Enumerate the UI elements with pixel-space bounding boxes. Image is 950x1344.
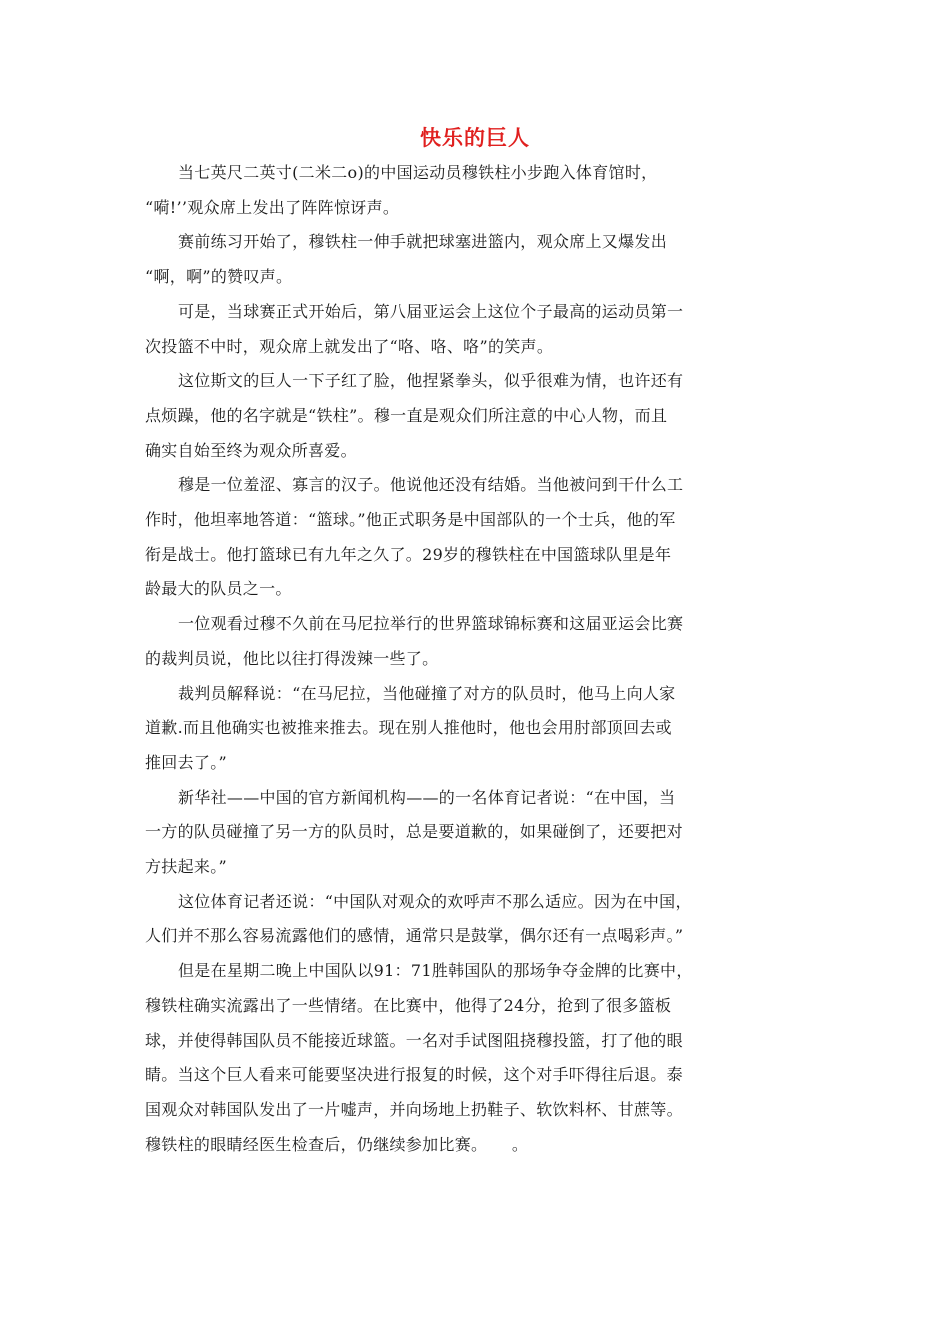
text-line: 国观众对韩国队发出了一片嘘声，并向场地上扔鞋子、软饮料杯、甘蔗等。 (145, 1100, 683, 1119)
text-line: 一位观看过穆不久前在马尼拉举行的世界篮球锦标赛和这届亚运会比赛 (178, 614, 684, 633)
text-line: 衔是战士。他打篮球已有九年之久了。29岁的穆铁柱在中国篮球队里是年 (145, 545, 672, 564)
text-line: 方扶起来。” (145, 857, 227, 876)
text-line: 球，并使得韩国队员不能接近球篮。一名对手试图阻挠穆投篮，打了他的眼 (145, 1031, 683, 1050)
text-line: 推回去了。” (145, 753, 227, 772)
text-line: 道歉.而且他确实也被推来推去。现在别人推他时，他也会用肘部顶回去或 (145, 718, 672, 737)
text-line: 作时，他坦率地答道：“篮球。”他正式职务是中国部队的一个士兵，他的军 (145, 510, 676, 529)
text-line: 这位体育记者还说：“中国队对观众的欢呼声不那么适应。因为在中国， (178, 892, 692, 911)
text-line: 点烦躁，他的名字就是“铁柱”。穆一直是观众们所注意的中心人物，而且 (145, 406, 668, 425)
text-line: 穆铁柱的眼睛经医生检查后，仍继续参加比赛。 。 (145, 1135, 529, 1154)
text-line: 当七英尺二英寸(二米二o)的中国运动员穆铁柱小步跑入体育馆时， (178, 163, 658, 182)
text-line: “啊，啊”的赞叹声。 (145, 267, 293, 286)
text-line: 新华社——中国的官方新闻机构——的一名体育记者说：“在中国，当 (178, 788, 676, 807)
document-title: 快乐的巨人 (420, 126, 530, 150)
text-line: 人们并不那么容易流露他们的感情，通常只是鼓掌，偶尔还有一点喝彩声。” (145, 926, 684, 945)
text-line: 的裁判员说，他比以往打得泼辣一些了。 (145, 649, 439, 668)
text-line: 穆铁柱确实流露出了一些情绪。在比赛中，他得了24分，抢到了很多篮板 (145, 996, 672, 1015)
text-line: 睛。当这个巨人看来可能要坚决进行报复的时候，这个对手吓得往后退。泰 (145, 1065, 683, 1084)
text-line: 穆是一位羞涩、寡言的汉子。他说他还没有结婚。当他被问到干什么工 (178, 475, 684, 494)
text-line: 这位斯文的巨人一下子红了脸，他捏紧拳头，似乎很难为情，也许还有 (178, 371, 684, 390)
text-line: 确实自始至终为观众所喜爱。 (145, 441, 357, 460)
text-line: 可是，当球赛正式开始后，第八届亚运会上这位个子最高的运动员第一 (178, 302, 684, 321)
text-line: 裁判员解释说：“在马尼拉，当他碰撞了对方的队员时，他马上向人家 (178, 684, 676, 703)
text-line: 赛前练习开始了，穆铁柱一伸手就把球塞进篮内，观众席上又爆发出 (178, 232, 668, 251)
text-line: 但是在星期二晚上中国队以91：71胜韩国队的那场争夺金牌的比赛中， (178, 961, 693, 980)
text-line: 次投篮不中时，观众席上就发出了“咯、咯、咯”的笑声。 (145, 337, 554, 356)
text-line: 龄最大的队员之一。 (145, 579, 292, 598)
text-line: 一方的队员碰撞了另一方的队员时，总是要道歉的，如果碰倒了，还要把对 (145, 822, 683, 841)
text-line: “嗬!’’观众席上发出了阵阵惊讶声。 (145, 198, 400, 217)
